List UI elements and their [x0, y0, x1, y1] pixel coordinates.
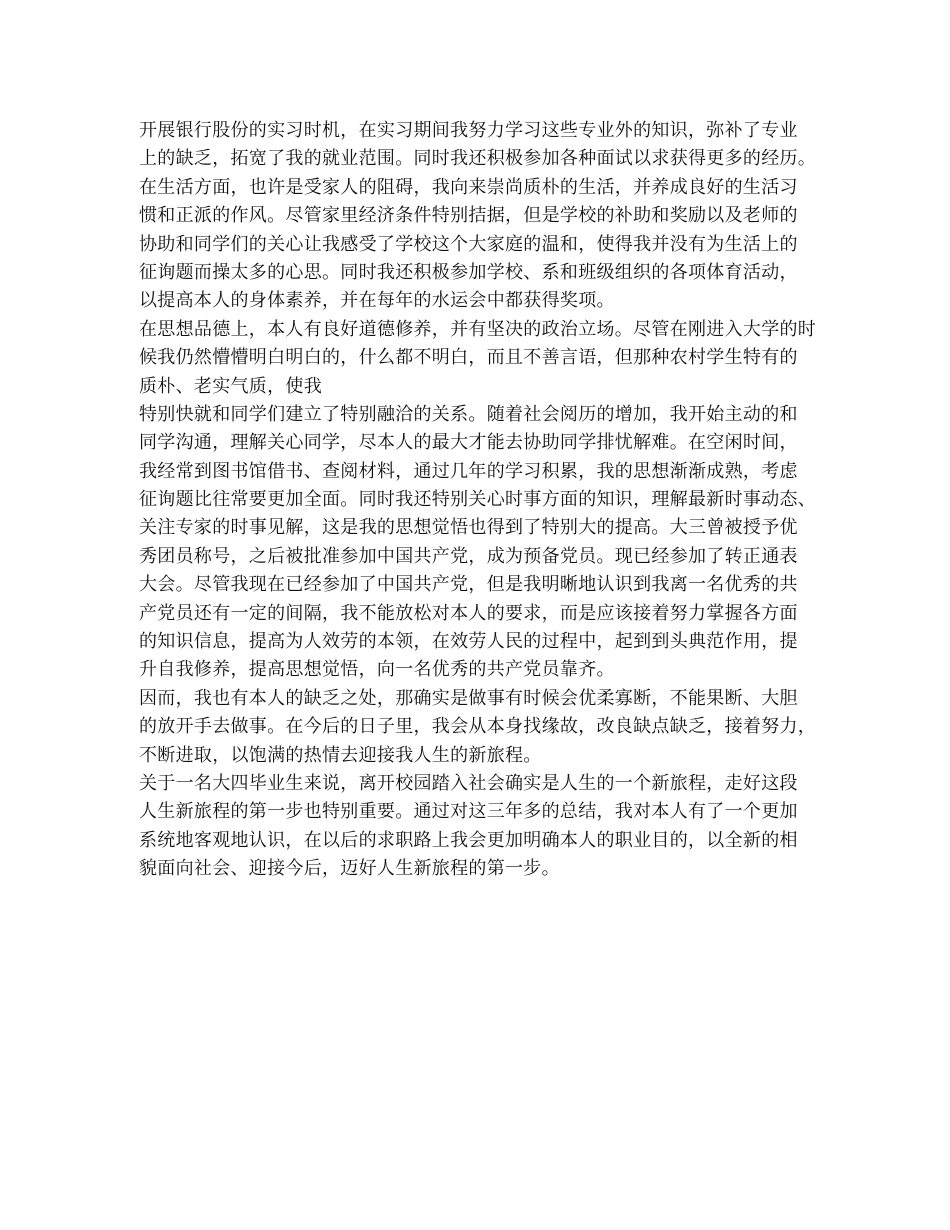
body-text — [139, 117, 829, 884]
text-line: 升自我修养，提高思想觉悟，向一名优秀的共产党员靠齐。 — [139, 659, 615, 681]
text-line: 上的缺乏，拓宽了我的就业范围。同时我还积极参加各种面试以求获得更多的经历。 — [139, 148, 817, 170]
text-line: 的知识信息，提高为人效劳的本领，在效劳人民的过程中，起到到头典范作用，提 — [139, 631, 798, 653]
text-line: 不断进取，以饱满的热情去迎接我人生的新旅程。 — [139, 744, 542, 766]
text-line: 系统地客观地认识，在以后的求职路上我会更加明确本人的职业目的，以全新的相 — [139, 829, 798, 851]
text-line: 在生活方面，也许是受家人的阻碍，我向来崇尚质朴的生活，并养成良好的生活习 — [139, 176, 798, 198]
text-line: 惯和正派的作风。尽管家里经济条件特别拮据，但是学校的补助和奖励以及老师的 — [139, 205, 798, 227]
text-line: 产党员还有一定的间隔，我不能放松对本人的要求，而是应该接着努力掌握各方面 — [139, 602, 798, 624]
text-line: 因而，我也有本人的缺乏之处，那确实是做事有时候会优柔寡断，不能果断、大胆 — [139, 687, 798, 709]
text-line: 以提高本人的身体素养，并在每年的水运会中都获得奖项。 — [139, 290, 615, 312]
text-line: 在思想品德上，本人有良好道德修养，并有坚决的政治立场。尽管在刚进入大学的时 — [139, 318, 817, 340]
text-line: 开展银行股份的实习时机，在实习期间我努力学习这些专业外的知识，弥补了专业 — [139, 120, 798, 141]
text-line: 特别快就和同学们建立了特别融洽的关系。随着社会阅历的增加，我开始主动的和 — [139, 403, 798, 425]
text-line: 秀团员称号，之后被批准参加中国共产党，成为预备党员。现已经参加了转正通表 — [139, 545, 798, 567]
text-line: 协助和同学们的关心让我感受了学校这个大家庭的温和，使得我并没有为生活上的 — [139, 233, 798, 255]
text-line: 貌面向社会、迎接今后，迈好人生新旅程的第一步。 — [139, 858, 560, 880]
text-line: 大会。尽管我现在已经参加了中国共产党，但是我明晰地认识到我离一名优秀的共 — [139, 574, 798, 596]
text-line: 候我仍然懵懵明白明白的，什么都不明白，而且不善言语，但那种农村学生特有的 — [139, 347, 798, 369]
text-line: 的放开手去做事。在今后的日子里，我会从本身找缘故，改良缺点缺乏，接着努力， — [139, 716, 817, 738]
text-line: 同学沟通，理解关心同学，尽本人的最大才能去协助同学排忧解难。在空闲时间， — [139, 432, 798, 454]
text-line: 征询题而操太多的心思。同时我还积极参加学校、系和班级组织的各项体育活动， — [139, 261, 798, 283]
text-line: 关于一名大四毕业生来说，离开校园踏入社会确实是人生的一个新旅程，走好这段 — [139, 772, 798, 794]
text-line: 我经常到图书馆借书、查阅材料，通过几年的学习积累，我的思想渐渐成熟，考虑 — [139, 460, 798, 482]
text-line: 关注专家的时事见解，这是我的思想觉悟也得到了特别大的提高。大三曾被授予优 — [139, 517, 798, 539]
text-line: 人生新旅程的第一步也特别重要。通过对这三年多的总结，我对本人有了一个更加 — [139, 801, 798, 823]
text-line: 征询题比往常要更加全面。同时我还特别关心时事方面的知识，理解最新时事动态、 — [139, 489, 817, 511]
text-line: 质朴、老实气质，使我 — [139, 375, 322, 397]
